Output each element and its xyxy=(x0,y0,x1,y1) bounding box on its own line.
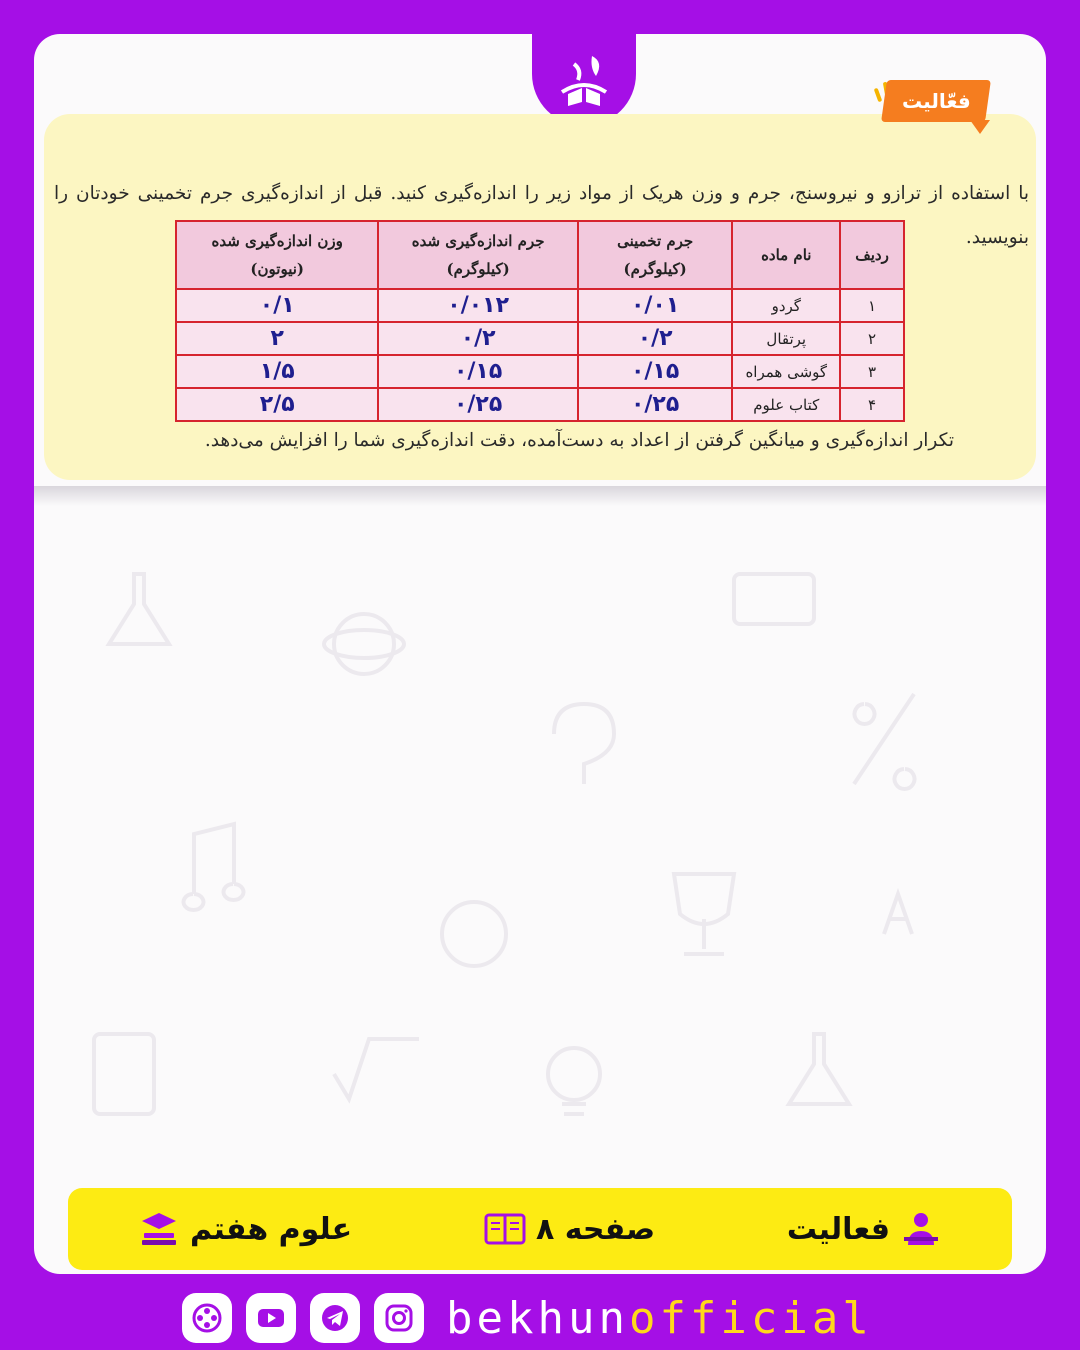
doodle-background-pattern xyxy=(34,514,1046,1194)
aparat-icon[interactable] xyxy=(182,1293,232,1343)
atom-icon xyxy=(334,614,394,674)
footer-activity xyxy=(787,1211,942,1247)
book-icon xyxy=(734,574,814,624)
cell-material: پرتقال xyxy=(732,322,840,355)
doodle-icons xyxy=(94,574,915,1114)
footer-page-label: صفحه ۸ xyxy=(535,1211,656,1247)
header-material: نام ماده xyxy=(732,221,840,289)
youtube-icon[interactable] xyxy=(246,1293,296,1343)
instagram-icon[interactable] xyxy=(374,1293,424,1343)
music-note-icon xyxy=(184,824,244,910)
cell-measured-weight: ۲ xyxy=(176,322,378,355)
table-row xyxy=(176,322,904,355)
cell-estimated-mass: ۰/۲۵ xyxy=(578,388,733,421)
cell-material: کتاب علوم xyxy=(732,388,840,421)
cell-material: گردو xyxy=(732,289,840,322)
ball-icon xyxy=(442,902,506,966)
open-book-icon xyxy=(484,1211,526,1247)
table-row xyxy=(176,355,904,388)
percent-icon xyxy=(854,694,915,789)
logo-badge xyxy=(532,34,636,126)
cell-measured-mass: ۰/۲۵ xyxy=(378,388,577,421)
header-index: ردیف xyxy=(840,221,904,289)
footer-bar xyxy=(68,1188,1012,1270)
social-bar xyxy=(182,1290,873,1346)
cell-estimated-mass: ۰/۰۱ xyxy=(578,289,733,322)
footer-activity-label: فعالیت xyxy=(786,1211,890,1247)
cell-measured-weight: ۰/۱ xyxy=(176,289,378,322)
table-row xyxy=(176,289,904,322)
cell-measured-weight: ۲/۵ xyxy=(176,388,378,421)
header-measured-weight: وزن اندازه‌گیری شده (نیوتون) xyxy=(176,221,378,289)
cell-index: ۳ xyxy=(840,355,904,388)
telegram-icon[interactable] xyxy=(310,1293,360,1343)
bekhun-logo-icon xyxy=(552,48,616,112)
header-measured-mass: جرم اندازه‌گیری شده (کیلوگرم) xyxy=(378,221,577,289)
trophy-icon xyxy=(674,874,734,954)
cell-measured-mass: ۰/۰۱۲ xyxy=(378,289,577,322)
cell-estimated-mass: ۰/۱۵ xyxy=(578,355,733,388)
brand-handle xyxy=(446,1293,873,1344)
cell-estimated-mass: ۰/۲ xyxy=(578,322,733,355)
question-icon xyxy=(554,704,614,784)
activity-tag-box xyxy=(881,80,991,122)
teacher-icon xyxy=(900,1211,942,1247)
table-header-row xyxy=(176,221,904,289)
sqrt-icon xyxy=(334,1039,419,1099)
calculator-icon xyxy=(94,1034,154,1114)
footer-book xyxy=(138,1211,352,1247)
brand-handle-part1: bekhun xyxy=(446,1292,629,1344)
activity-intro-text: با استفاده از ترازو و نیروسنج، جرم و وزن هریک از مواد زیر را اندازه‌گیری کنید. قبل از اندازه‌گیری جرم تخمینی خودتان را بنویسید. xyxy=(54,183,1029,248)
bulb-icon xyxy=(548,1048,600,1100)
header-estimated-mass: جرم تخمینی (کیلوگرم) xyxy=(578,221,733,289)
cell-measured-weight: ۱/۵ xyxy=(176,355,378,388)
cell-index: ۴ xyxy=(840,388,904,421)
cell-material: گوشی همراه xyxy=(732,355,840,388)
abc-icon xyxy=(884,894,912,934)
cell-measured-mass: ۰/۲ xyxy=(378,322,577,355)
flask-icon-2 xyxy=(789,1034,849,1104)
flask-icon xyxy=(109,574,169,644)
cell-measured-mass: ۰/۱۵ xyxy=(378,355,577,388)
cell-index: ۱ xyxy=(840,289,904,322)
graduation-books-icon xyxy=(138,1211,180,1247)
activity-tag-tail xyxy=(970,120,990,134)
activity-tag-label: فعّالیت xyxy=(901,89,971,113)
measurement-table xyxy=(175,220,905,422)
page-curl-shadow xyxy=(34,486,1046,506)
content-card xyxy=(34,34,1046,1274)
activity-footnote: تکرار اندازه‌گیری و میانگین گرفتن از اعداد به دست‌آمده، دقت اندازه‌گیری شما را افزایش می‌دهد. xyxy=(204,430,954,451)
cell-index: ۲ xyxy=(840,322,904,355)
footer-book-label: علوم هفتم xyxy=(190,1211,353,1247)
activity-tag xyxy=(874,76,994,128)
table-row xyxy=(176,388,904,421)
brand-handle-part2: official xyxy=(628,1292,873,1344)
footer-page xyxy=(484,1211,655,1247)
